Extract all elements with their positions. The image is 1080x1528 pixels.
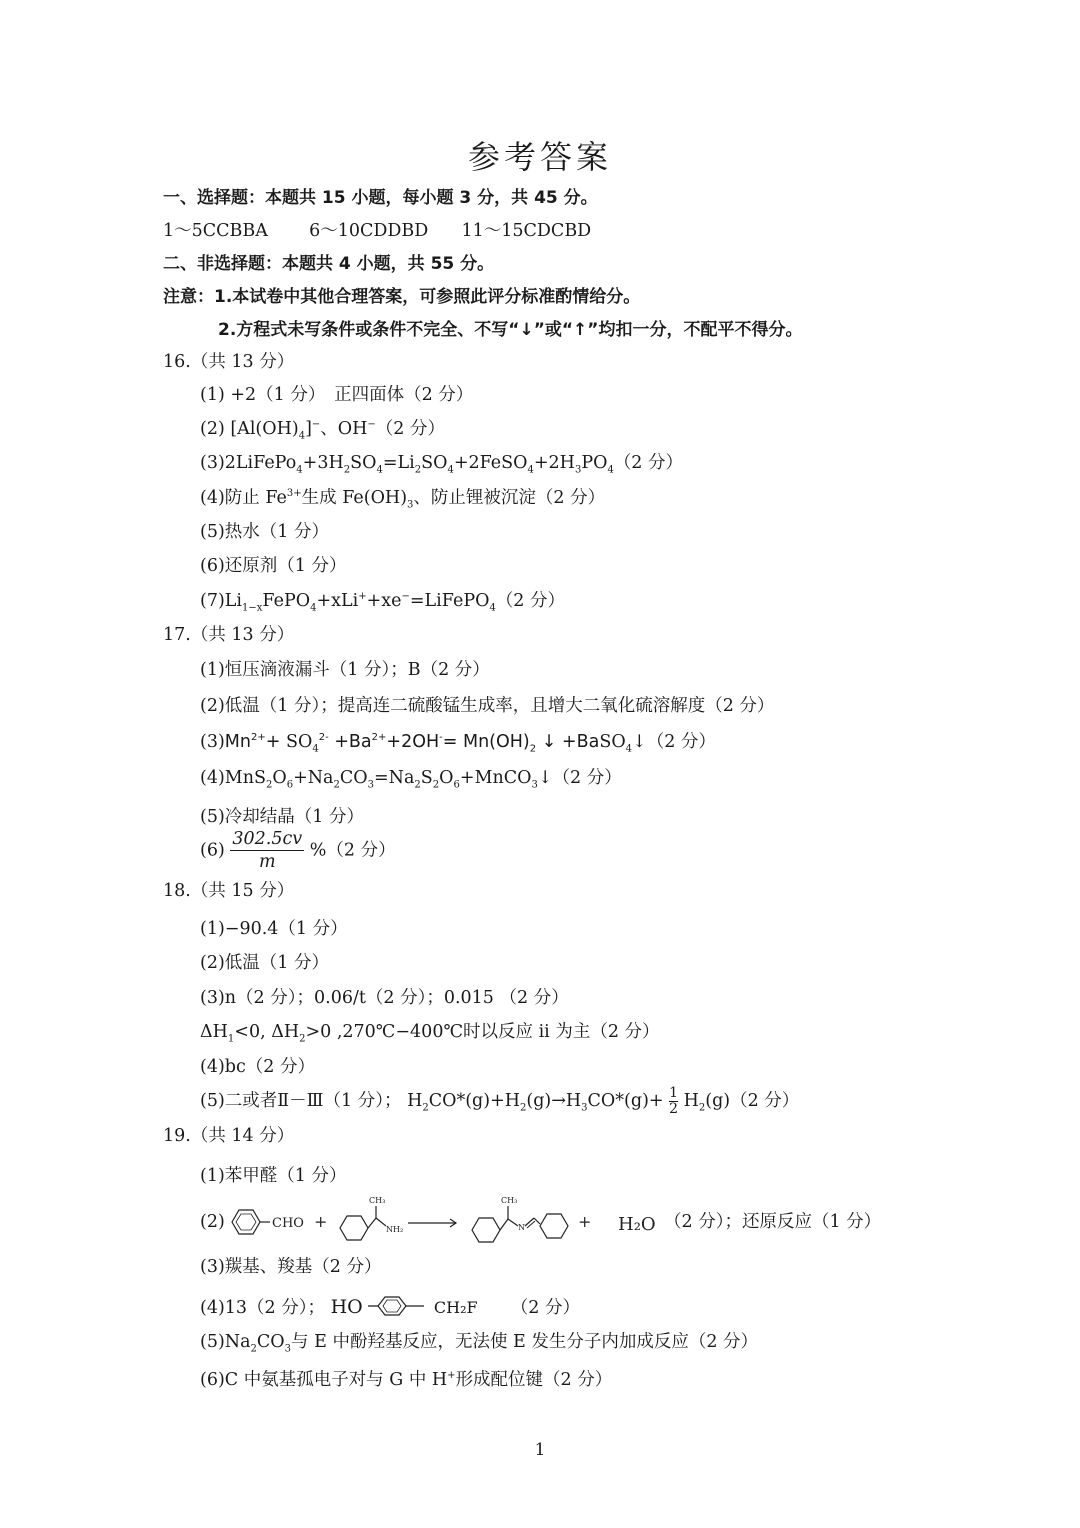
q18-answer-1: (1)−90.4（1 分） xyxy=(200,919,348,939)
reaction-scheme xyxy=(222,1192,662,1252)
q18-answer-4: (4)bc（2 分） xyxy=(200,1057,315,1077)
water-label: H₂O xyxy=(618,1214,656,1235)
para-benzene-icon xyxy=(368,1295,428,1317)
q16-header: 16.（共 13 分） xyxy=(163,352,295,372)
q16-answer-3: $(3)2LiFePo_4+3H_2SO_4=Li_2SO_4+2FeSO_4+2H_3PO_4(2$ 分） xyxy=(200,453,684,476)
q18-answer-3b: $\Delta H_1<0$, $\Delta H_2>0$ ,270℃−400℃时以反应 ii 为主（2 分） xyxy=(200,1022,660,1045)
ch3-label: CH₃ xyxy=(369,1196,386,1205)
choice-answers-1: 1～5CCBBA xyxy=(163,221,268,241)
cho-label: CHO xyxy=(272,1216,304,1231)
benzene-ring-icon-4 xyxy=(540,1214,568,1238)
q18-answer-2: (2)低温（1 分） xyxy=(200,953,329,973)
q19-answer-2-score: （2 分）；还原反应（1 分） xyxy=(664,1212,882,1232)
q17-answer-3: $(3)Mn^{2+}+ SO_4^{2-} +Ba^{2+}+2OH^-= Mn(OH)_2$ ↓ +BaSO$_4$↓（2 分） xyxy=(200,732,716,755)
q16-answer-1: (1) +2（1 分） 正四面体（2 分） xyxy=(200,385,474,405)
q18-answer-5: (5)二或者Ⅱ－Ⅲ（1 分）； $H_2CO*(g)+H_2(g)\to H_3CO*(g)+$ $\frac{1}{2} H_2(g)(2$ 分） xyxy=(200,1085,800,1117)
choice-answers-2: 6～10CDDBD xyxy=(309,221,429,241)
q17-answer-6: (6) $\frac{302.5cv}{m}$ %（2 分） xyxy=(200,829,396,872)
section2-heading: 二、非选择题：本题共 4 小题，共 55 分。 xyxy=(163,254,495,274)
q19-answer-5: $(5)Na_2CO_3$与 E 中酚羟基反应，无法使 E 发生分子内加成反应（2 分） xyxy=(200,1332,759,1355)
section1-heading: 一、选择题：本题共 15 小题，每小题 3 分，共 45 分。 xyxy=(163,188,598,208)
q16-answer-5: (5)热水（1 分） xyxy=(200,522,329,542)
q16-answer-2: (2) $[Al(OH)_4]^-$、OH−（2 分） xyxy=(200,419,445,442)
q19-answer-4: (4)13（2 分）； HO CH₂F （2 分） xyxy=(200,1296,580,1318)
q17-answer-4: $(4)MnS_2O_6+Na_2CO_3=Na_2S_2O_6+MnCO_3↓(2$ 分） xyxy=(200,768,622,791)
q16-answer-6: (6)还原剂（1 分） xyxy=(200,556,347,576)
benzene-ring-icon-2 xyxy=(340,1216,368,1240)
note-1: 注意：1.本试卷中其他合理答案，可参照此评分标准酌情给分。 xyxy=(163,287,641,307)
q17-answer-5: (5)冷却结晶（1 分） xyxy=(200,807,364,827)
q16-answer-4: (4)防止 $Fe^{3+}$生成 $Fe(OH)_3$、防止锂被沉淀（2 分） xyxy=(200,488,606,511)
q18-header: 18.（共 15 分） xyxy=(163,881,295,901)
page-number: 1 xyxy=(534,1440,546,1460)
q17-answer-1: (1)恒压滴液漏斗（1 分）；B（2 分） xyxy=(200,660,490,680)
q17-header: 17.（共 13 分） xyxy=(163,625,295,645)
q17-answer-2: (2)低温（1 分）；提高连二硫酸锰生成率，且增大二氧化硫溶解度（2 分） xyxy=(200,696,775,716)
nh2-label: NH₂ xyxy=(386,1225,404,1234)
q16-answer-7: $(7)Li_{1-x}FePO_4+xLi^++xe^-=LiFePO_4(2$ 分） xyxy=(200,591,566,614)
page-title: 参考答案 xyxy=(467,138,612,176)
note-2: 2.方程式未写条件或条件不完全、不写“↓”或“↑”均扣一分，不配平不得分。 xyxy=(218,320,803,340)
q19-answer-1: (1)苯甲醛（1 分） xyxy=(200,1166,347,1186)
purity-fraction: $\frac{302.5cv}{m}$ xyxy=(232,829,303,872)
choice-answers-3: 11～15CDCBD xyxy=(461,221,592,241)
q18-answer-3: (3)n（2 分）；0.06/t（2 分）；0.015 （2 分） xyxy=(200,988,569,1008)
choice-answers xyxy=(163,219,591,243)
q19-answer-6: (6)C 中氨基孤电子对与 G 中 H+形成配位键（2 分） xyxy=(200,1370,613,1390)
ch3-label-2: CH₃ xyxy=(501,1196,518,1205)
q19-answer-3: (3)羰基、羧基（2 分） xyxy=(200,1257,382,1277)
plus-sign-1: + xyxy=(314,1212,328,1231)
n-label: N xyxy=(518,1223,525,1232)
q19-answer-2-label: (2) xyxy=(200,1212,225,1232)
q19-header: 19.（共 14 分） xyxy=(163,1126,295,1146)
half-fraction: $\frac{1}{2}$ xyxy=(669,1085,679,1117)
benzene-ring-icon-3 xyxy=(472,1218,500,1242)
plus-sign-2: + xyxy=(578,1212,592,1231)
